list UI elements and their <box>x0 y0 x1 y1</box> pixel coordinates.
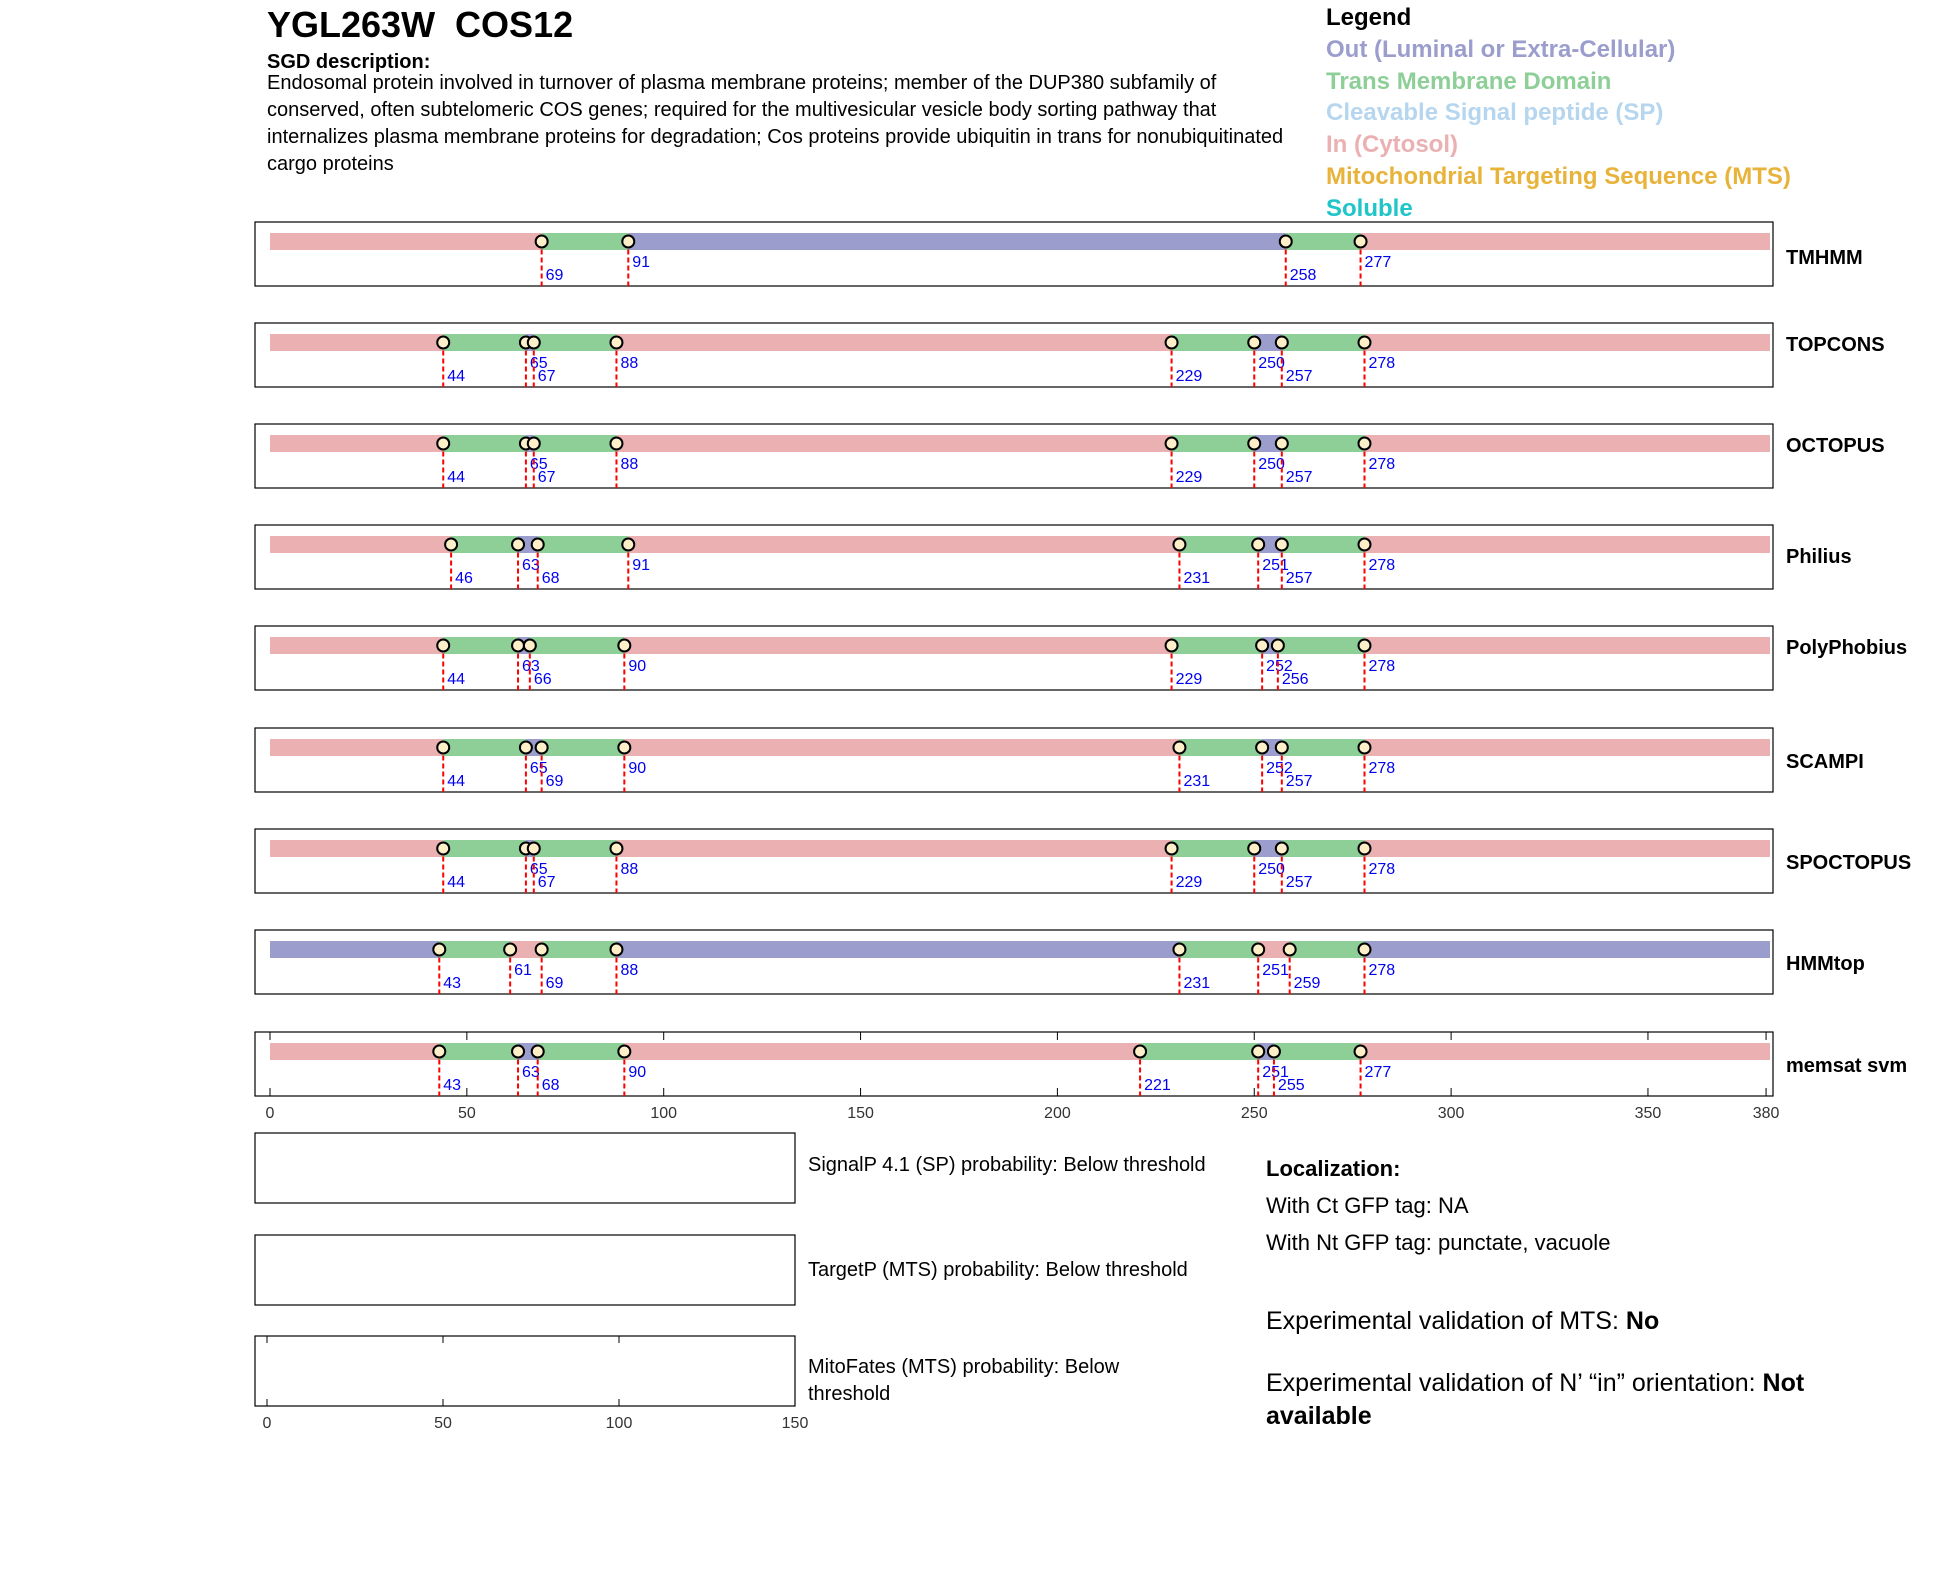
track-spoctopus <box>255 829 1911 893</box>
track-name: OCTOPUS <box>1786 435 1885 457</box>
position-label: 63 <box>522 557 540 574</box>
boundary-marker <box>1276 337 1288 349</box>
position-label: 229 <box>1175 469 1203 486</box>
localization-nt: With Nt GFP tag: punctate, vacuole <box>1266 1230 1611 1255</box>
x-tick-label: 300 <box>1437 1105 1465 1122</box>
boundary-marker <box>528 337 540 349</box>
position-label: 257 <box>1285 874 1313 891</box>
boundary-marker <box>622 539 634 551</box>
legend-item-out: Out (Luminal or Extra-Cellular) <box>1326 35 1676 63</box>
position-label: 44 <box>447 671 466 688</box>
position-label: 67 <box>537 368 556 385</box>
boundary-marker <box>437 438 449 450</box>
segment-tm <box>1282 536 1365 553</box>
position-label: 46 <box>455 570 473 587</box>
boundary-marker <box>532 1046 544 1058</box>
position-label: 259 <box>1293 975 1321 992</box>
boundary-marker <box>437 337 449 349</box>
position-label: 231 <box>1183 773 1211 790</box>
legend-title: Legend <box>1326 4 1412 31</box>
segment-tm <box>1172 840 1255 857</box>
position-label: 250 <box>1258 456 1285 473</box>
page-title: YGL263W COS12 <box>267 4 574 45</box>
x-tick-label: 50 <box>457 1105 476 1122</box>
track-name: SCAMPI <box>1786 751 1864 773</box>
segment-tm <box>439 1043 518 1060</box>
position-label: 250 <box>1258 355 1285 372</box>
boundary-marker <box>1256 742 1268 754</box>
boundary-marker <box>1358 337 1370 349</box>
boundary-marker <box>536 742 548 754</box>
segment-tm <box>534 334 617 351</box>
segment-in <box>270 840 443 857</box>
boundary-marker <box>1248 843 1260 855</box>
segment-in <box>1364 739 1770 756</box>
position-label: 68 <box>541 570 560 587</box>
boundary-marker <box>1276 539 1288 551</box>
segment-in <box>1364 536 1770 553</box>
boundary-marker <box>1252 944 1264 956</box>
position-label: 251 <box>1262 1064 1289 1081</box>
position-label: 277 <box>1364 254 1392 271</box>
position-label: 278 <box>1368 861 1396 878</box>
segment-tm <box>1179 941 1258 958</box>
position-label: 69 <box>545 975 564 992</box>
segment-tm <box>1172 435 1255 452</box>
position-label: 67 <box>537 874 556 891</box>
probability-panel <box>255 1235 795 1305</box>
boundary-marker <box>1173 539 1185 551</box>
position-label: 278 <box>1368 456 1396 473</box>
track-frame <box>255 930 1773 994</box>
boundary-marker <box>1358 742 1370 754</box>
legend-item-in: In (Cytosol) <box>1326 131 1458 159</box>
segment-tm <box>542 739 625 756</box>
x-tick-label: 250 <box>1240 1105 1268 1122</box>
position-label: 88 <box>620 456 639 473</box>
track-frame <box>255 323 1773 387</box>
position-label: 90 <box>628 658 647 675</box>
x-tick-label: 100 <box>650 1105 678 1122</box>
boundary-marker <box>528 843 540 855</box>
position-label: 63 <box>522 1064 540 1081</box>
boundary-marker <box>1166 640 1178 652</box>
legend-item-sp: Cleavable Signal peptide (SP) <box>1326 99 1664 127</box>
segment-tm <box>1282 840 1365 857</box>
position-label: 231 <box>1183 570 1211 587</box>
localization-heading: Localization: <box>1266 1156 1401 1181</box>
boundary-marker <box>1280 236 1292 248</box>
position-label: 229 <box>1175 874 1203 891</box>
segment-tm <box>1274 1043 1361 1060</box>
segment-tm <box>542 941 617 958</box>
position-label: 65 <box>529 456 548 473</box>
segment-tm <box>443 435 526 452</box>
targetp-label: TargetP (MTS) probability: Below threshold <box>808 1259 1188 1281</box>
segment-in <box>1364 637 1770 654</box>
segment-in <box>270 334 443 351</box>
segment-tm <box>538 1043 625 1060</box>
segment-tm <box>1282 435 1365 452</box>
x-tick-label: 0 <box>265 1105 275 1122</box>
boundary-marker <box>1268 1046 1280 1058</box>
segment-tm <box>538 536 629 553</box>
boundary-marker <box>610 944 622 956</box>
segment-in <box>624 1043 1140 1060</box>
position-label: 251 <box>1262 557 1289 574</box>
boundary-marker <box>1358 438 1370 450</box>
segment-in <box>616 334 1171 351</box>
prob-x-tick-label: 100 <box>605 1415 633 1432</box>
boundary-marker <box>1355 236 1367 248</box>
boundary-marker <box>610 438 622 450</box>
boundary-marker <box>610 843 622 855</box>
segment-out <box>1364 941 1770 958</box>
boundary-marker <box>1358 944 1370 956</box>
track-frame <box>255 222 1773 286</box>
localization-ct: With Ct GFP tag: NA <box>1266 1193 1469 1218</box>
position-label: 88 <box>620 355 639 372</box>
probability-panel <box>255 1133 795 1203</box>
segment-tm <box>439 941 510 958</box>
position-label: 257 <box>1285 368 1313 385</box>
boundary-marker <box>536 236 548 248</box>
position-label: 67 <box>537 469 556 486</box>
track-frame <box>255 728 1773 792</box>
mts-validation <box>1266 1307 1659 1336</box>
track-frame <box>255 424 1773 488</box>
segment-in <box>270 435 443 452</box>
boundary-marker <box>1358 640 1370 652</box>
legend-item-tm: Trans Membrane Domain <box>1326 67 1612 95</box>
boundary-marker <box>1256 640 1268 652</box>
boundary-marker <box>1276 742 1288 754</box>
segment-in <box>1364 840 1770 857</box>
position-label: 65 <box>529 355 548 372</box>
position-label: 255 <box>1277 1077 1305 1094</box>
boundary-marker <box>512 640 524 652</box>
boundary-marker <box>1248 337 1260 349</box>
boundary-marker <box>610 337 622 349</box>
position-label: 258 <box>1289 267 1317 284</box>
segment-tm <box>1172 334 1255 351</box>
position-label: 88 <box>620 962 639 979</box>
position-label: 229 <box>1175 368 1203 385</box>
position-label: 221 <box>1144 1077 1171 1094</box>
track-hmmtop <box>255 930 1865 994</box>
segment-tm <box>1286 233 1361 250</box>
boundary-marker <box>1284 944 1296 956</box>
segment-tm <box>534 840 617 857</box>
segment-in <box>1361 1043 1770 1060</box>
position-label: 44 <box>447 874 466 891</box>
boundary-marker <box>504 944 516 956</box>
track-philius <box>255 525 1852 589</box>
track-name: memsat svm <box>1786 1055 1908 1077</box>
boundary-marker <box>1166 337 1178 349</box>
boundary-marker <box>520 742 532 754</box>
prob-x-tick-label: 0 <box>262 1415 272 1432</box>
segment-in <box>624 739 1179 756</box>
segment-in <box>270 637 443 654</box>
boundary-marker <box>1358 843 1370 855</box>
x-tick-label: 350 <box>1634 1105 1662 1122</box>
boundary-marker <box>437 742 449 754</box>
segment-in <box>270 536 451 553</box>
boundary-marker <box>1248 438 1260 450</box>
boundary-marker <box>532 539 544 551</box>
position-label: 63 <box>522 658 540 675</box>
track-scampi <box>255 728 1864 792</box>
boundary-marker <box>1358 539 1370 551</box>
position-label: 68 <box>541 1077 560 1094</box>
position-label: 229 <box>1175 671 1203 688</box>
prob-x-tick-label: 50 <box>434 1415 452 1432</box>
boundary-marker <box>1134 1046 1146 1058</box>
position-label: 91 <box>632 557 651 574</box>
boundary-marker <box>1166 843 1178 855</box>
prob-x-tick-label: 150 <box>781 1415 809 1432</box>
boundary-marker <box>512 1046 524 1058</box>
position-label: 278 <box>1368 760 1396 777</box>
track-name: TMHMM <box>1786 247 1863 269</box>
boundary-marker <box>512 539 524 551</box>
x-tick-label: 200 <box>1044 1105 1071 1122</box>
segment-tm <box>1179 536 1258 553</box>
boundary-marker <box>618 640 630 652</box>
x-tick-label: 380 <box>1752 1105 1780 1122</box>
segment-in <box>270 233 542 250</box>
boundary-marker <box>1252 1046 1264 1058</box>
legend-item-soluble: Soluble <box>1326 194 1413 222</box>
position-label: 257 <box>1285 570 1313 587</box>
segment-tm <box>1282 739 1365 756</box>
orientation-validation <box>1266 1367 1886 1433</box>
position-label: 257 <box>1285 773 1313 790</box>
boundary-marker <box>433 944 445 956</box>
mts-validation-value: No <box>1625 1307 1660 1335</box>
boundary-marker <box>1272 640 1284 652</box>
boundary-marker <box>622 236 634 248</box>
segment-tm <box>1179 739 1262 756</box>
segment-out <box>628 233 1285 250</box>
boundary-marker <box>618 742 630 754</box>
position-label: 91 <box>632 254 651 271</box>
signalp-label: SignalP 4.1 (SP) probability: Below threshold <box>808 1154 1206 1176</box>
segment-out <box>270 941 439 958</box>
boundary-marker <box>1355 1046 1367 1058</box>
position-label: 278 <box>1368 658 1396 675</box>
boundary-marker <box>536 944 548 956</box>
position-label: 69 <box>545 267 564 284</box>
position-label: 65 <box>529 760 548 777</box>
position-label: 277 <box>1364 1064 1392 1081</box>
position-label: 251 <box>1262 962 1289 979</box>
track-topcons <box>255 323 1885 387</box>
position-label: 61 <box>514 962 532 979</box>
boundary-marker <box>528 438 540 450</box>
position-label: 69 <box>545 773 564 790</box>
track-tmhmm <box>255 222 1863 286</box>
segment-tm <box>534 435 617 452</box>
position-label: 44 <box>447 773 466 790</box>
segment-tm <box>443 739 526 756</box>
boundary-marker <box>437 843 449 855</box>
segment-tm <box>1278 637 1365 654</box>
track-polyphobius <box>255 626 1907 690</box>
segment-in <box>624 637 1171 654</box>
segment-tm <box>443 334 526 351</box>
segment-in <box>628 536 1179 553</box>
segment-in <box>616 435 1171 452</box>
position-label: 278 <box>1368 355 1396 372</box>
track-name: SPOCTOPUS <box>1786 852 1912 874</box>
position-label: 90 <box>628 760 647 777</box>
position-label: 252 <box>1266 658 1293 675</box>
segment-tm <box>443 840 526 857</box>
segment-out <box>616 941 1179 958</box>
x-tick-label: 150 <box>847 1105 874 1122</box>
track-frame <box>255 1032 1773 1096</box>
position-label: 44 <box>447 368 466 385</box>
boundary-marker <box>524 640 536 652</box>
position-label: 278 <box>1368 962 1396 979</box>
position-label: 66 <box>533 671 552 688</box>
mts-validation-label: Experimental validation of MTS: <box>1266 1307 1626 1335</box>
segment-in <box>616 840 1171 857</box>
orientation-validation-label: Experimental validation of N’ “in” orientation: <box>1266 1369 1763 1397</box>
boundary-marker <box>1276 438 1288 450</box>
segment-tm <box>1172 637 1263 654</box>
segment-in <box>1364 435 1770 452</box>
boundary-marker <box>1276 843 1288 855</box>
track-name: PolyPhobius <box>1786 637 1908 659</box>
sgd-description: Endosomal protein involved in turnover of plasma membrane proteins; member of the DUP380 subfamily of conserved, often subtelomeric COS genes; required for the multivesicular vesicle body sorting pathway that internalizes plasma membrane proteins for degradation; Cos proteins provide ubiquitin in trans for nonubiquitinated cargo proteins <box>267 72 1284 175</box>
track-name: HMMtop <box>1786 953 1865 975</box>
mitofates-label: MitoFates (MTS) probability: Below threshold <box>808 1356 1120 1405</box>
position-label: 250 <box>1258 861 1285 878</box>
track-frame <box>255 829 1773 893</box>
boundary-marker <box>433 1046 445 1058</box>
track-frame <box>255 626 1773 690</box>
segment-tm <box>530 637 624 654</box>
localization-block <box>1266 1150 1610 1261</box>
boundary-marker <box>437 640 449 652</box>
segment-tm <box>542 233 629 250</box>
boundary-marker <box>618 1046 630 1058</box>
track-name: Philius <box>1786 546 1852 568</box>
segment-tm <box>451 536 518 553</box>
position-label: 43 <box>443 1077 462 1094</box>
segment-tm <box>1140 1043 1258 1060</box>
legend-item-mts: Mitochondrial Targeting Sequence (MTS) <box>1326 162 1791 190</box>
position-label: 43 <box>443 975 462 992</box>
position-label: 44 <box>447 469 466 486</box>
track-frame <box>255 525 1773 589</box>
segment-tm <box>1290 941 1365 958</box>
segment-in <box>1361 233 1770 250</box>
position-label: 257 <box>1285 469 1313 486</box>
track-octopus <box>255 424 1885 488</box>
track-name: TOPCONS <box>1786 334 1885 356</box>
boundary-marker <box>1166 438 1178 450</box>
segment-tm <box>443 637 518 654</box>
segment-tm <box>1282 334 1365 351</box>
position-label: 90 <box>628 1064 647 1081</box>
sgd-heading: SGD description: <box>267 51 431 73</box>
boundary-marker <box>1252 539 1264 551</box>
segment-in <box>1364 334 1770 351</box>
position-label: 231 <box>1183 975 1211 992</box>
probability-panel <box>255 1336 795 1406</box>
boundary-marker <box>1173 944 1185 956</box>
orientation-validation-value: Not available <box>1266 1369 1805 1430</box>
segment-in <box>270 739 443 756</box>
position-label: 65 <box>529 861 548 878</box>
boundary-marker <box>1173 742 1185 754</box>
boundary-marker <box>445 539 457 551</box>
position-label: 252 <box>1266 760 1293 777</box>
track-memsat-svm <box>255 1032 1907 1096</box>
position-label: 88 <box>620 861 639 878</box>
position-label: 256 <box>1281 671 1309 688</box>
position-label: 278 <box>1368 557 1396 574</box>
segment-in <box>270 1043 439 1060</box>
